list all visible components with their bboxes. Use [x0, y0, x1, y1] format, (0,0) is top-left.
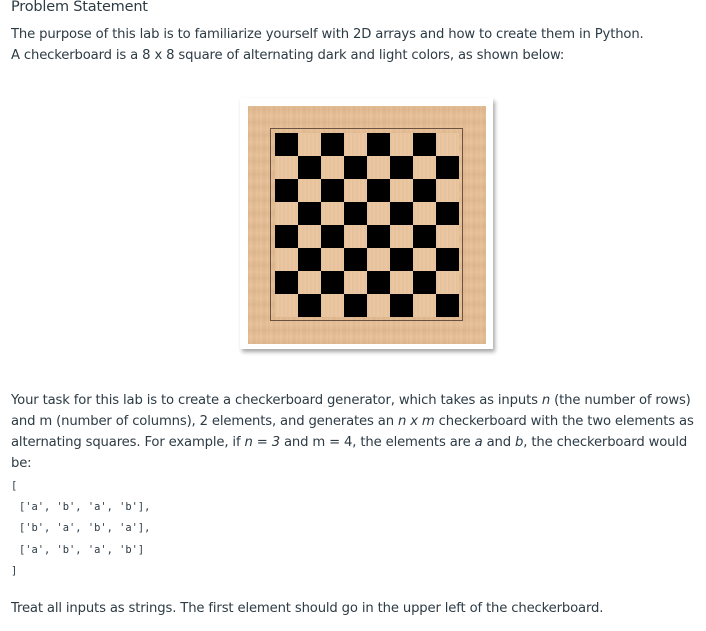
dark-square	[413, 271, 436, 294]
dark-square	[390, 294, 413, 317]
light-square	[390, 225, 413, 248]
var-n-eq: n = 3	[244, 435, 280, 450]
var-b: b	[515, 435, 524, 450]
light-square	[390, 133, 413, 156]
task-text-4: and m = 4, the elements are	[279, 435, 475, 450]
dark-square	[275, 225, 298, 248]
page-title: Problem Statement	[11, 0, 148, 15]
dark-square	[390, 156, 413, 179]
light-square	[367, 248, 390, 271]
task-text-2: (the number of rows) and m (number of columns), 2 elements, and generates an	[11, 393, 691, 429]
dark-square	[436, 248, 459, 271]
light-square	[321, 248, 344, 271]
dark-square	[321, 271, 344, 294]
light-square	[436, 133, 459, 156]
intro-line-2: A checkerboard is a 8 x 8 square of alternating dark and light colors, as shown below:	[11, 48, 565, 63]
intro-line-1: The purpose of this lab is to familiarize yourself with 2D arrays and how to create them in Python.	[11, 27, 644, 42]
light-square	[298, 271, 321, 294]
code-close-bracket: ]	[11, 564, 18, 577]
dark-square	[390, 248, 413, 271]
dark-square	[367, 225, 390, 248]
light-square	[344, 133, 367, 156]
light-square	[436, 271, 459, 294]
light-square	[275, 294, 298, 317]
light-square	[344, 179, 367, 202]
var-n: n	[541, 393, 551, 408]
dark-square	[413, 133, 436, 156]
light-square	[321, 202, 344, 225]
dark-square	[413, 179, 436, 202]
dark-square	[344, 248, 367, 271]
light-square	[321, 156, 344, 179]
dark-square	[344, 202, 367, 225]
dark-square	[344, 294, 367, 317]
task-text-3: checkerboard with the two elements as alternating squares. For example, if	[11, 414, 694, 450]
task-text-and: and	[482, 435, 516, 450]
dark-square	[436, 202, 459, 225]
dark-square	[275, 133, 298, 156]
light-square	[413, 202, 436, 225]
dark-square	[321, 133, 344, 156]
light-square	[413, 294, 436, 317]
example-code-block	[11, 476, 150, 582]
dark-square	[367, 271, 390, 294]
checkerboard-grid	[275, 133, 459, 317]
light-square	[275, 248, 298, 271]
light-square	[367, 294, 390, 317]
light-square	[344, 225, 367, 248]
dark-square	[275, 271, 298, 294]
code-row-3: ['a', 'b', 'a', 'b']	[19, 543, 145, 556]
task-description	[11, 390, 701, 474]
code-open-bracket: [	[11, 480, 18, 492]
light-square	[367, 156, 390, 179]
task-text-5: , the checkerboard would be:	[11, 435, 688, 471]
dark-square	[275, 179, 298, 202]
intro-text	[11, 24, 644, 66]
light-square	[275, 202, 298, 225]
dark-square	[367, 133, 390, 156]
checkerboard-image	[248, 106, 486, 344]
light-square	[298, 225, 321, 248]
light-square	[321, 294, 344, 317]
dark-square	[344, 156, 367, 179]
dark-square	[390, 202, 413, 225]
dark-square	[413, 225, 436, 248]
dark-square	[436, 156, 459, 179]
dark-square	[298, 248, 321, 271]
light-square	[367, 202, 390, 225]
dark-square	[321, 179, 344, 202]
light-square	[298, 133, 321, 156]
dark-square	[298, 202, 321, 225]
light-square	[413, 156, 436, 179]
task-text-1: Your task for this lab is to create a checkerboard generator, which takes as inputs	[11, 393, 542, 408]
light-square	[436, 179, 459, 202]
light-square	[390, 179, 413, 202]
light-square	[413, 248, 436, 271]
dark-square	[321, 225, 344, 248]
dark-square	[298, 156, 321, 179]
checkerboard-figure	[240, 98, 493, 349]
light-square	[344, 271, 367, 294]
dark-square	[298, 294, 321, 317]
dark-square	[367, 179, 390, 202]
light-square	[298, 179, 321, 202]
var-a: a	[474, 435, 483, 450]
var-nxm: n x m	[397, 414, 435, 429]
code-row-1: ['a', 'b', 'a', 'b'],	[19, 501, 151, 514]
dark-square	[436, 294, 459, 317]
code-row-2: ['b', 'a', 'b', 'a'],	[19, 522, 151, 535]
footer-note: Treat all inputs as strings. The first element should go in the upper left of the checkerboard.	[11, 601, 604, 616]
light-square	[275, 156, 298, 179]
light-square	[390, 271, 413, 294]
light-square	[436, 225, 459, 248]
